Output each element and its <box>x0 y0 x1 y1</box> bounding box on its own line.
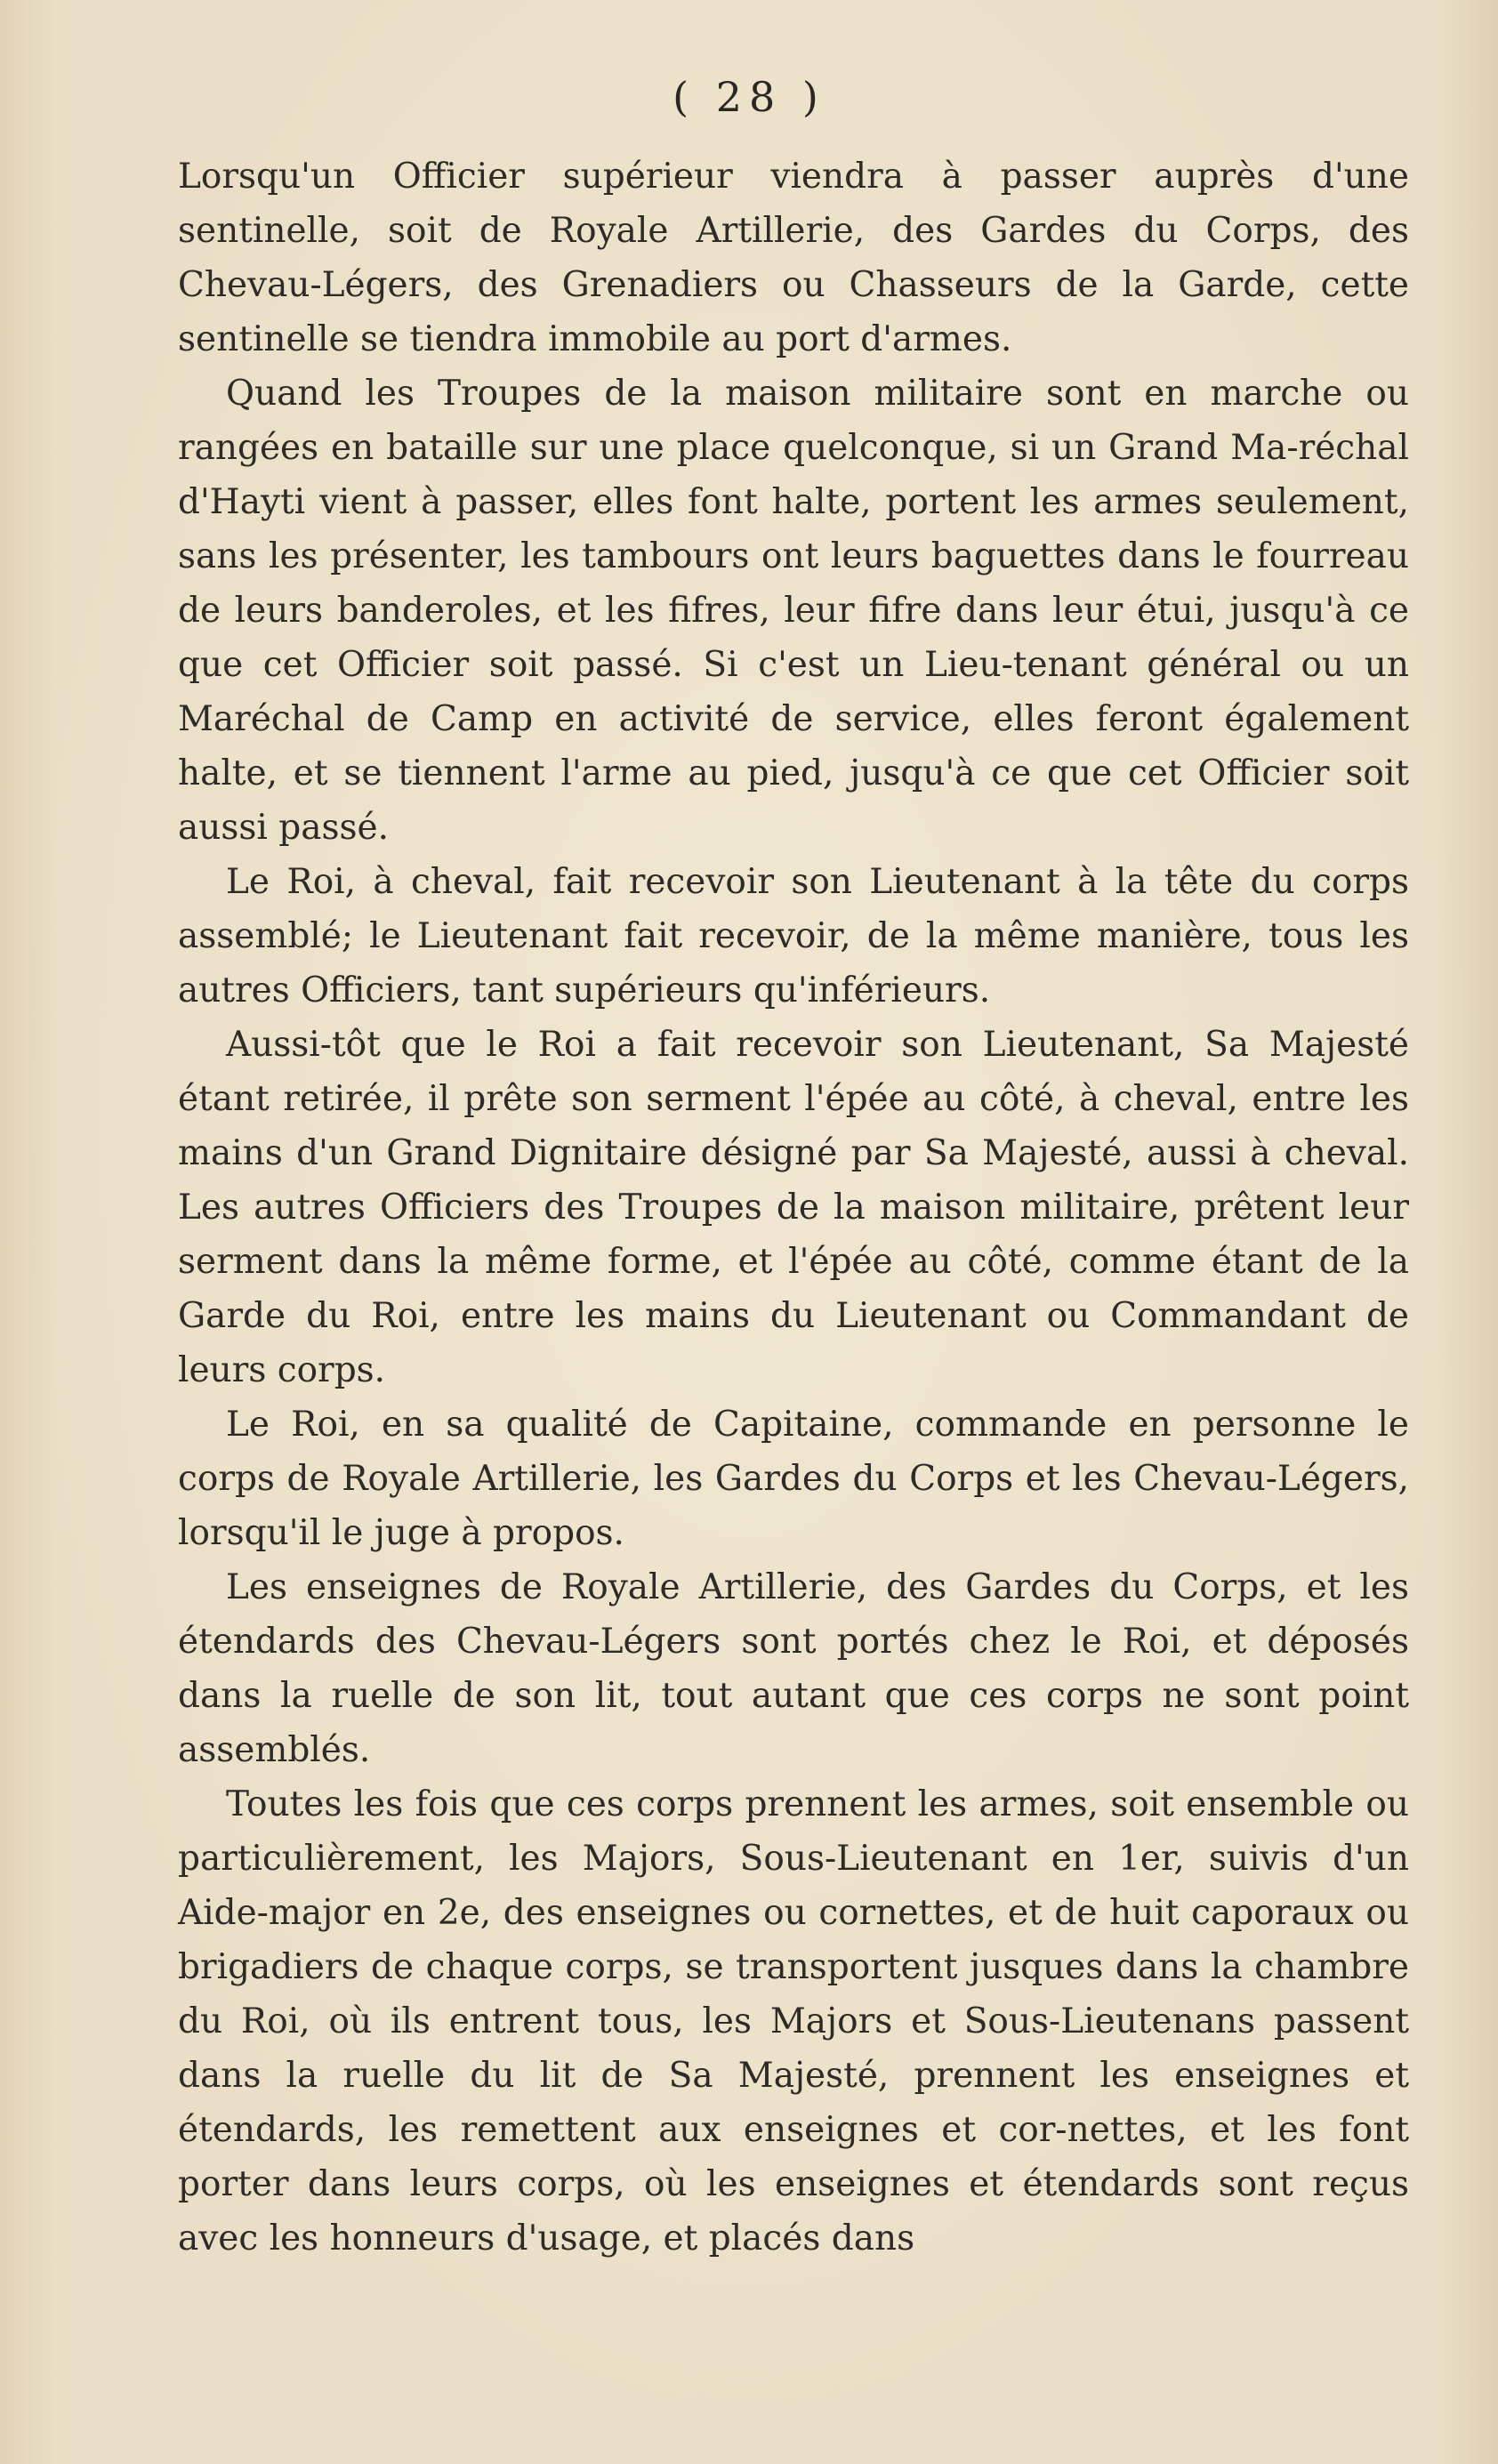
body-text <box>178 149 1409 2266</box>
page-number: ( 28 ) <box>672 73 826 121</box>
paragraph-capitaine: Le Roi, en sa qualité de Capitaine, commande en personne le corps de Royale Artillerie, les Gardes du Corps et les Chevau-Légers, lorsqu'il le juge à propos. <box>178 1405 1409 1553</box>
paragraph-enseignes: Les enseignes de Royale Artillerie, des Gardes du Corps, et les étendards des Chevau-Légers sont portés chez le Roi, et déposés dans la ruelle de son lit, tout autant que ces corps ne sont point assemblés. <box>178 1567 1409 1770</box>
paragraph-sentinelle: Lorsqu'un Officier supérieur viendra à passer auprès d'une sentinelle, soit de Royale Artillerie, des Gardes du Corps, des Chevau-Légers, des Grenadiers ou Chasseurs de la Garde, cette sentinelle se tiendra immobile au port d'armes. <box>178 157 1409 359</box>
paragraph-serment: Aussi-tôt que le Roi a fait recevoir son Lieutenant, Sa Majesté étant retirée, il prête son serment l'épée au côté, à cheval, entre les mains d'un Grand Dignitaire désigné par Sa Majesté, aussi à cheval. Les autres Officiers des Troupes de la maison militaire, prêtent leur serment dans la même forme, et l'épée au côté, comme étant de la Garde du Roi, entre les mains du Lieutenant ou Commandant de leurs corps. <box>178 1025 1409 1390</box>
paragraph-troupes-en-marche: Quand les Troupes de la maison militaire sont en marche ou rangées en bataille sur une place quelconque, si un Grand Ma-réchal d'Hayti vient à passer, elles font halte, portent les armes seulement, sans les présenter, les tambours ont leurs baguettes dans le fourreau de leurs banderoles, et les fifres, leur fifre dans leur étui, jusqu'à ce que cet Officier soit passé. Si c'est un Lieu-tenant général ou un Maréchal de Camp en activité de service, elles feront également halte, et se tiennent l'arme au pied, jusqu'à ce que cet Officier soit aussi passé. <box>178 374 1409 848</box>
paragraph-reception-lieutenant: Le Roi, à cheval, fait recevoir son Lieutenant à la tête du corps assemblé; le Lieutenant fait recevoir, de la même manière, tous les autres Officiers, tant supérieurs qu'inférieurs. <box>178 862 1409 1011</box>
paragraph-prise-d-armes: Toutes les fois que ces corps prennent les armes, soit ensemble ou particulièrement, les Majors, Sous-Lieutenant en 1er, suivis d'un Aide-major en 2e, des enseignes ou cornettes, et de huit caporaux ou brigadiers de chaque corps, se transportent jusques dans la chambre du Roi, où ils entrent tous, les Majors et Sous-Lieutenans passent dans la ruelle du lit de Sa Majesté, prennent les enseignes et étendards, les remettent aux enseignes et cor-nettes, et les font porter dans leurs corps, où les enseignes et étendards sont reçus avec les honneurs d'usage, et placés dans <box>178 1784 1409 2259</box>
